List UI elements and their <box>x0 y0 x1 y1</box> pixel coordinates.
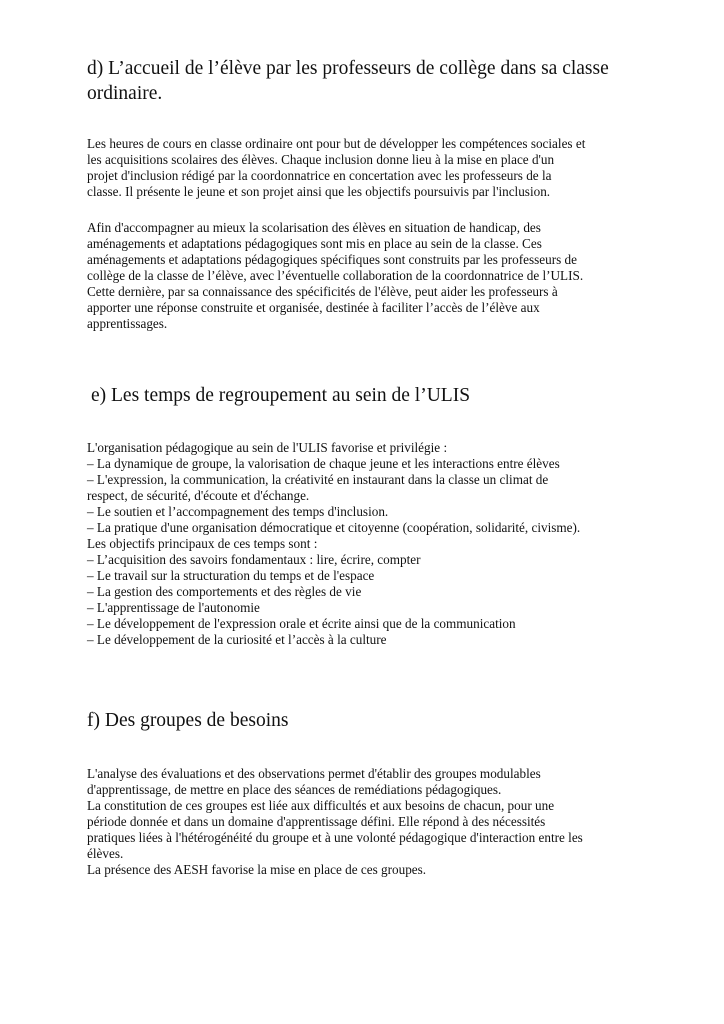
section-d-heading-line2: ordinaire. <box>87 83 163 104</box>
section-f-line: élèves. <box>87 846 124 861</box>
section-d-para2-line: aménagements et adaptations pédagogiques spécifiques sont construits par les professeurs de <box>87 252 577 267</box>
section-e-heading: e) Les temps de regroupement au sein de l’ULIS <box>91 385 471 406</box>
section-e-line: – La gestion des comportements et des règles de vie <box>87 584 362 599</box>
section-e-line: – L’acquisition des savoirs fondamentaux : lire, écrire, compter <box>87 552 421 567</box>
section-d-para1-line: Les heures de cours en classe ordinaire ont pour but de développer les compétences sociales et <box>87 136 586 151</box>
section-e-line: – Le développement de l'expression orale et écrite ainsi que de la communication <box>87 616 516 631</box>
section-f-line: La présence des AESH favorise la mise en place de ces groupes. <box>87 862 427 877</box>
section-f-line: d'apprentissage, de mettre en place des séances de remédiations pédagogiques. <box>87 782 502 797</box>
section-e-line: – La dynamique de groupe, la valorisation de chaque jeune et les interactions entre élèves <box>87 456 560 471</box>
section-d-para2-line: collège de la classe de l’élève, avec l’éventuelle collaboration de la coordonnatrice de l’ULIS. <box>87 268 584 283</box>
section-d-para2-line: aménagements et adaptations pédagogiques sont mis en place au sein de la classe. Ces <box>87 236 542 251</box>
section-e-line: – Le développement de la curiosité et l’accès à la culture <box>87 632 387 647</box>
section-d-para1-line: projet d'inclusion rédigé par la coordonnatrice en concertation avec les professeurs de la <box>87 168 552 183</box>
section-e-line: – La pratique d'une organisation démocratique et citoyenne (coopération, solidarité, civisme). <box>87 520 581 535</box>
section-d-para2-line: apporter une réponse construite et organisée, destinée à faciliter l’accès de l’élève aux <box>87 300 540 315</box>
section-d-para2-line: apprentissages. <box>87 316 168 331</box>
section-e-line: L'organisation pédagogique au sein de l'ULIS favorise et privilégie : <box>87 440 448 455</box>
section-e-line: – L'expression, la communication, la créativité en instaurant dans la classe un climat de <box>87 472 549 487</box>
section-f-heading: f) Des groupes de besoins <box>87 710 289 731</box>
section-f-line: L'analyse des évaluations et des observations permet d'établir des groupes modulables <box>87 766 541 781</box>
section-d-para2-line: Cette dernière, par sa connaissance des spécificités de l'élève, peut aider les professeurs à <box>87 284 558 299</box>
section-f-line: période donnée et dans un domaine d'apprentissage défini. Elle répond à des nécessités <box>87 814 546 829</box>
section-d-heading-line1: d) L’accueil de l’élève par les professeurs de collège dans sa classe <box>87 58 609 79</box>
section-f-line: pratiques liées à l'hétérogénéité du groupe et à une volonté pédagogique d'interaction entre les <box>87 830 583 845</box>
section-e-line: Les objectifs principaux de ces temps sont : <box>87 536 318 551</box>
section-d-para1-line: les acquisitions scolaires des élèves. Chaque inclusion donne lieu à la mise en place d'un <box>87 152 555 167</box>
section-e-line: – Le travail sur la structuration du temps et de l'espace <box>87 568 375 583</box>
section-e-line: – Le soutien et l’accompagnement des temps d'inclusion. <box>87 504 389 519</box>
section-e-line: respect, de sécurité, d'écoute et d'échange. <box>87 488 310 503</box>
section-f-line: La constitution de ces groupes est liée aux difficultés et aux besoins de chacun, pour une <box>87 798 555 813</box>
section-d-para1-line: classe. Il présente le jeune et son projet ainsi que les objectifs poursuivis par l'inclusion. <box>87 184 551 199</box>
section-d-para2-line: Afin d'accompagner au mieux la scolarisation des élèves en situation de handicap, des <box>87 220 541 235</box>
section-e-line: – L'apprentissage de l'autonomie <box>87 600 260 615</box>
